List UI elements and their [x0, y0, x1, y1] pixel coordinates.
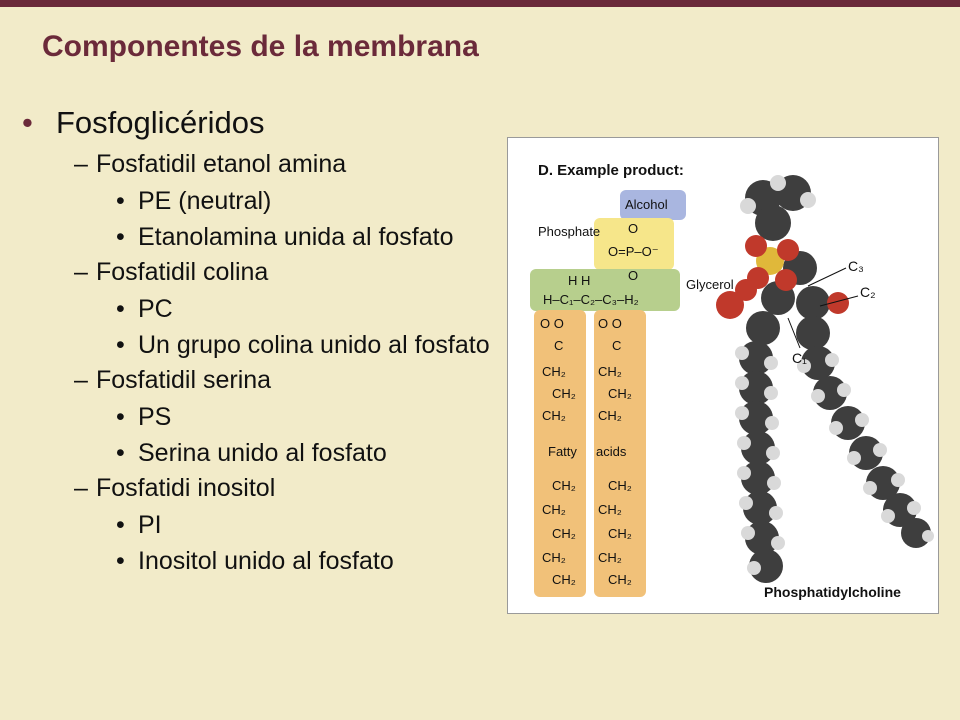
bullet-dot-icon: •	[116, 403, 125, 431]
list-item-label: Fosfatidil colina	[96, 258, 269, 286]
alcohol-label: Alcohol	[625, 197, 668, 212]
list-item-label: Fosfatidi inositol	[96, 474, 276, 502]
bullet-dot-icon: •	[116, 295, 125, 323]
ch2-right: CH₂	[598, 408, 622, 423]
sub-item-text: Etanolamina unida al fosfato	[138, 223, 454, 251]
ch2-right: CH₂	[598, 550, 622, 565]
ch2-left: CH₂	[542, 364, 566, 379]
sub-item-text: PC	[138, 295, 173, 323]
sub-item-text: PI	[138, 511, 162, 539]
bullet-dot-icon: •	[116, 547, 125, 575]
bullet-main-text: Fosfoglicéridos	[56, 105, 265, 140]
ch2-right: CH₂	[598, 364, 622, 379]
list-item-label: Fosfatidil serina	[96, 366, 272, 394]
carbonyl-right: C	[612, 338, 622, 353]
sub-item	[22, 440, 492, 467]
ch2-left: CH₂	[552, 572, 576, 587]
ch2-left: CH₂	[552, 478, 576, 493]
top-accent-bar	[0, 0, 960, 7]
ch2-right: CH₂	[608, 526, 632, 541]
list-item-label: Fosfatidil etanol amina	[96, 150, 347, 178]
glycerol-label: Glycerol	[686, 277, 734, 292]
list-item	[22, 149, 492, 179]
ch2-right: CH₂	[608, 478, 632, 493]
phosphate-label: Phosphate	[538, 224, 601, 239]
dash-icon: –	[74, 366, 88, 394]
ch2-right: CH₂	[598, 502, 622, 517]
sub-item	[22, 332, 492, 359]
figure-artwork	[508, 138, 938, 613]
space-filling-model	[716, 175, 934, 583]
ch2-left: CH₂	[552, 526, 576, 541]
dash-icon: –	[74, 150, 88, 178]
phosphate-row: O=P–O⁻	[608, 244, 659, 259]
bullet-dot-icon: •	[116, 511, 125, 539]
sub-item-text: Serina unido al fosfato	[138, 439, 387, 467]
bullet-dot-icon: •	[22, 105, 33, 140]
ch2-left: CH₂	[542, 550, 566, 565]
ch2-right: CH₂	[608, 386, 632, 401]
carbon-label-c3: C₃	[848, 258, 864, 274]
sub-item	[22, 224, 492, 251]
ch2-left: CH₂	[542, 408, 566, 423]
sub-item	[22, 548, 492, 575]
ch2-right: CH₂	[608, 572, 632, 587]
figure-heading: D. Example product:	[538, 162, 684, 179]
ch2-left: CH₂	[542, 502, 566, 517]
list-item	[22, 365, 492, 395]
sub-item	[22, 512, 492, 539]
sub-item	[22, 296, 492, 323]
phosphate-o-bottom: O	[628, 268, 639, 283]
bullet-main	[22, 103, 492, 143]
figure-caption: Phosphatidylcholine	[764, 584, 901, 600]
bullet-dot-icon: •	[116, 187, 125, 215]
dash-icon: –	[74, 258, 88, 286]
phosphatidylcholine-figure	[507, 137, 939, 614]
acids-label: acids	[596, 444, 627, 459]
list-item	[22, 473, 492, 503]
glycerol-hydrogens: H H	[568, 273, 591, 288]
dash-icon: –	[74, 474, 88, 502]
sub-item	[22, 404, 492, 431]
sub-item-text: PE (neutral)	[138, 187, 272, 215]
carbonyl-left: C	[554, 338, 564, 353]
ester-left: O O	[540, 316, 564, 331]
bullet-dot-icon: •	[116, 331, 125, 359]
bullet-list	[22, 103, 492, 575]
sub-item	[22, 188, 492, 215]
ch2-left: CH₂	[552, 386, 576, 401]
phosphate-o-top: O	[628, 221, 639, 236]
fatty-label: Fatty	[548, 444, 577, 459]
slide-title: Componentes de la membrana	[42, 30, 479, 63]
sub-item-text: PS	[138, 403, 172, 431]
bullet-dot-icon: •	[116, 223, 125, 251]
carbon-label-c2: C₂	[860, 284, 876, 300]
ester-right: O O	[598, 316, 622, 331]
carbon-label-c1: C₁	[792, 350, 807, 366]
list-item	[22, 257, 492, 287]
bullet-dot-icon: •	[116, 439, 125, 467]
sub-item-text: Un grupo colina unido al fosfato	[138, 331, 490, 359]
glycerol-row: H–C₁–C₂–C₃–H₂	[543, 292, 639, 307]
sub-item-text: Inositol unido al fosfato	[138, 547, 394, 575]
